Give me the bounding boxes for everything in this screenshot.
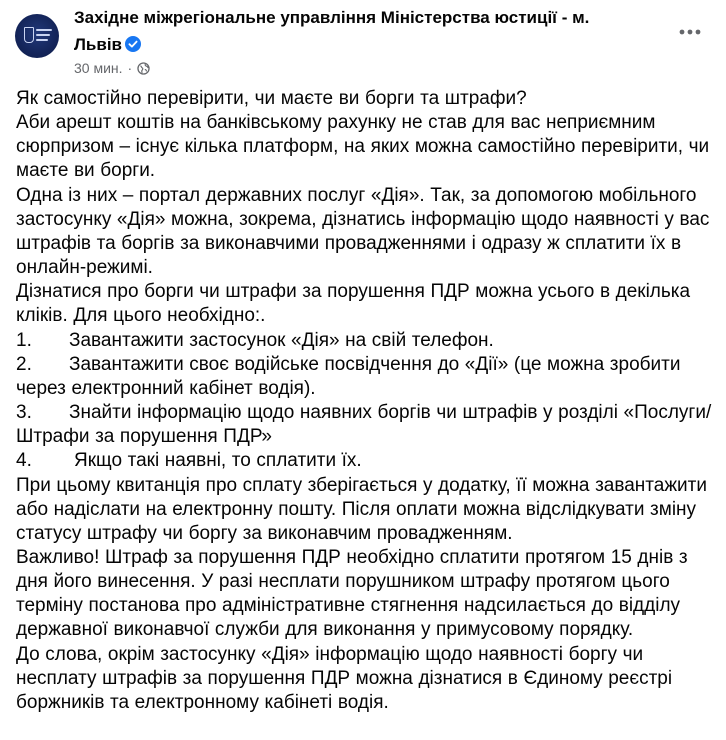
meta-separator: · xyxy=(127,60,133,76)
post-paragraph: Як самостійно перевірити, чи маєте ви борги та штрафи? xyxy=(16,88,527,109)
more-options-icon xyxy=(679,29,701,35)
list-item-text: Якщо такі наявні, то сплатити їх. xyxy=(74,450,362,472)
list-item-number: 4. xyxy=(16,450,32,472)
logo-line xyxy=(36,34,50,36)
list-item-text: Знайти інформацію щодо наявних боргів чи штрафів у розділі «Послуги/ Штрафи за порушення ПДР» xyxy=(16,402,712,448)
post-paragraph: Дізнатися про борги чи штрафи за порушення ПДР можна усього в декілька кліків. Для цього необхідно:. xyxy=(16,281,691,327)
list-item-number: 3. xyxy=(16,402,32,424)
page-name-text: Західне міжрегіональне управління Міністерства юстиції - м. Львів xyxy=(74,8,590,54)
list-item xyxy=(16,329,716,353)
post-paragraph: До слова, окрім застосунку «Дія» інформацію щодо наявності боргу чи несплату штрафів за порушення ПДР можна дізнатися в Єдиному реєстрі боржників та електронному кабінеті водія. xyxy=(16,643,673,713)
post-header xyxy=(0,0,726,84)
list-item xyxy=(16,401,716,449)
page-avatar[interactable] xyxy=(15,14,59,58)
post-paragraph: Важливо! Штраф за порушення ПДР необхідно сплатити протягом 15 днів з дня його винесення. У разі несплати порушником штрафу протягом цього терміну постанова про адміністративне стягнення надсилається до відділу державної виконавчої служби для виконання у примусовому порядку. xyxy=(16,546,688,641)
ministry-emblem xyxy=(24,27,34,43)
more-options-button[interactable] xyxy=(672,14,708,50)
logo-line xyxy=(36,39,48,41)
verified-badge-icon xyxy=(125,36,141,52)
post-meta xyxy=(74,58,150,78)
list-item-number: 2. xyxy=(16,353,32,375)
logo-line xyxy=(36,29,52,31)
list-item-number: 1. xyxy=(16,329,32,351)
list-item-text: Завантажити застосунок «Дія» на свій телефон. xyxy=(69,329,494,351)
post-paragraph: Аби арешт коштів на банківському рахунку не став для вас неприємним сюрпризом – існує кілька платформ, на яких можна самостійно перевірити, чи маєте ви борги. xyxy=(16,112,710,182)
list-item xyxy=(16,353,716,401)
list-item xyxy=(16,449,716,473)
page-name-link[interactable] xyxy=(74,4,634,58)
list-item-text: Завантажити своє водійське посвідчення до «Дії» (це можна зробити через електронний кабінет водія). xyxy=(16,353,681,399)
post-text xyxy=(16,87,716,715)
post-timestamp[interactable]: 30 мин. xyxy=(74,60,123,76)
post-paragraph: Одна із них – портал державних послуг «Дія». Так, за допомогою мобільного застосунку «Дія» можна, зокрема, дізнатись інформацію щодо наявності у вас штрафів та боргів за виконавчими провадженнями і одразу ж сплатити їх в онлайн-режимі. xyxy=(16,184,710,279)
post-paragraph: При цьому квитанція про сплату зберігається у додатку, її можна завантажити або надіслати на електронну пошту. Після оплати можна відслідкувати зміну статусу штрафу чи боргу за виконавчим провадженням. xyxy=(16,474,707,544)
globe-icon[interactable] xyxy=(137,62,150,75)
